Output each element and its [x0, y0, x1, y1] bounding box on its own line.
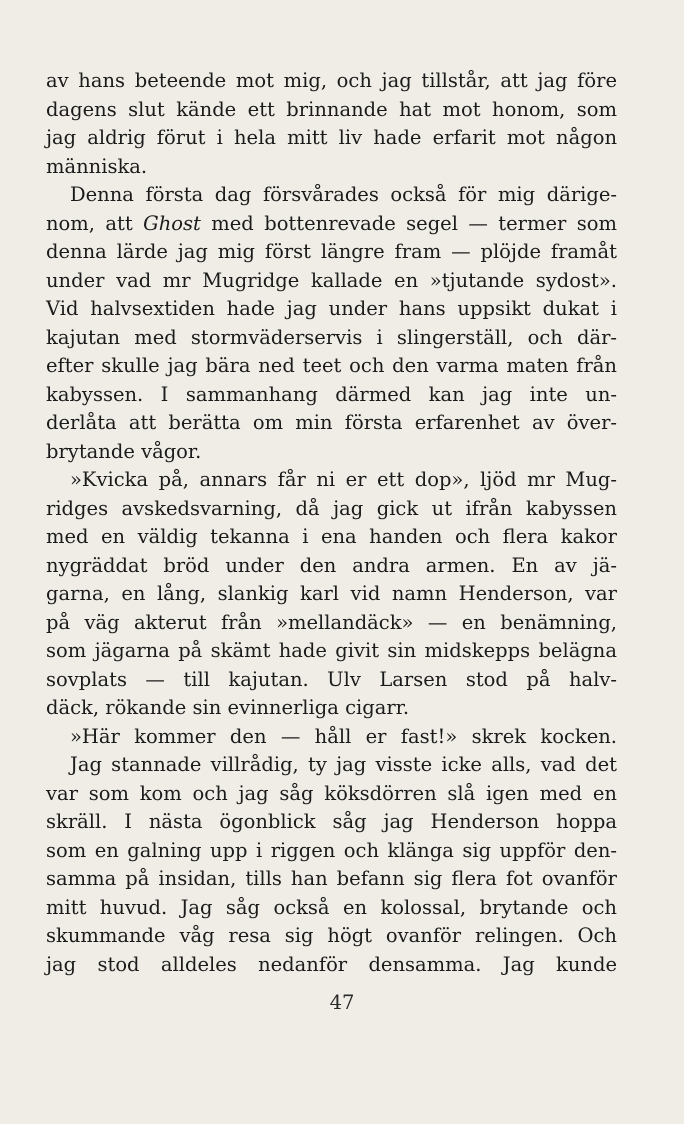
text-line: under vad mr Mugridge kallade en »tjutande sydost».: [46, 268, 617, 292]
text-line: jag stod alldeles nedanför densamma. Jag kunde: [46, 952, 617, 976]
text-line: som en galning upp i riggen och klänga sig uppför den-: [46, 838, 617, 862]
text-line: »Kvicka på, annars får ni er ett dop», ljöd mr Mug-: [70, 468, 617, 491]
text-line: Denna första dag försvårades också för mig därige-: [70, 183, 617, 206]
text-line: samma på insidan, tills han befann sig flera fot ovanför: [46, 867, 617, 890]
text-line: brytande vågor.: [46, 439, 202, 463]
text-line: skummande våg resa sig högt ovanför relingen. Och: [46, 924, 617, 947]
text-line: sovplats — till kajutan. Ulv Larsen stod på halv-: [46, 667, 617, 691]
text-line: var som kom och jag såg köksdörren slå igen med en: [46, 781, 617, 805]
text-line: denna lärde jag mig först längre fram — plöjde framåt: [46, 240, 617, 263]
text-line: Vid halvsextiden hade jag under hans uppsikt dukat i: [46, 297, 617, 320]
text-line: kabyssen. I sammanhang därmed kan jag inte un-: [46, 382, 617, 406]
text-line: människa.: [46, 154, 148, 178]
text-line: garna, en lång, slankig karl vid namn Henderson, var: [46, 582, 617, 605]
text-line: efter skulle jag bära ned teet och den varma maten från: [46, 354, 617, 377]
text-fragment: nom, att: [46, 211, 144, 235]
text-line: dagens slut kände ett brinnande hat mot honom, som: [46, 97, 617, 121]
text-line: däck, rökande sin evinnerliga cigarr.: [46, 696, 410, 719]
text-line: kajutan med stormväderservis i slingerställ, och där-: [46, 325, 617, 349]
page-number: 47: [329, 991, 355, 1014]
text-line: [46, 210, 617, 239]
text-line: av hans beteende mot mig, och jag tillstår, att jag före: [46, 69, 617, 92]
text-line: som jägarna på skämt hade givit sin midskepps belägna: [46, 639, 617, 662]
text-line: på väg akterut från »mellandäck» — en benämning,: [46, 610, 617, 634]
ship-name: Ghost: [143, 211, 201, 235]
text-line: derlåta att berätta om min första erfarenhet av över-: [46, 411, 617, 434]
body-text: [46, 67, 617, 979]
text-line: jag aldrig förut i hela mitt liv hade erfarit mot någon: [46, 126, 617, 149]
text-line: skräll. I nästa ögonblick såg jag Henderson hoppa: [46, 810, 617, 833]
text-line: Jag stannade villrådig, ty jag visste icke alls, vad det: [70, 753, 617, 776]
text-line: med en väldig tekanna i ena handen och flera kakor: [46, 525, 617, 548]
text-line: ridges avskedsvarning, då jag gick ut ifrån kabyssen: [46, 496, 617, 520]
text-line: nygräddat bröd under den andra armen. En av jä-: [46, 553, 617, 577]
text-line: »Här kommer den — håll er fast!» skrek kocken.: [70, 724, 617, 748]
text-line: mitt huvud. Jag såg också en kolossal, brytande och: [46, 895, 617, 919]
text-fragment: med bottenrevade segel — termer som: [200, 211, 617, 235]
